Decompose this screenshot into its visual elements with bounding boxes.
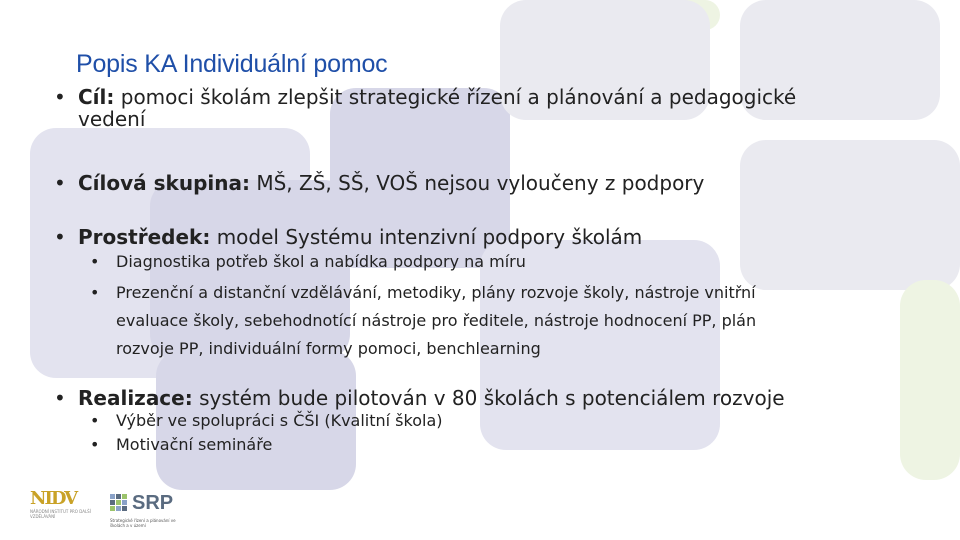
sub-item-text: Prezenční a distanční vzdělávání, metodiky, plány rozvoje školy, nástroje vnitřní — [116, 283, 756, 302]
bullet-marker: • — [54, 386, 66, 410]
sub-item — [36, 409, 916, 433]
item-label: Prostředek: — [78, 225, 211, 249]
sub-bullet-marker: • — [90, 252, 100, 271]
sub-item-text: Motivační semináře — [116, 435, 273, 454]
nidv-logo-mark: NIDV — [30, 488, 77, 509]
nidv-logo — [30, 488, 96, 536]
sub-item-text: Výběr ve spolupráci s ČŠI (Kvalitní škola) — [116, 411, 443, 430]
item-label: Realizace: — [78, 386, 193, 410]
sub-item-text: evaluace školy, sebehodnotící nástroje pro ředitele, nástroje hodnocení PP, plán — [116, 311, 757, 330]
bullet-item-prostredek — [36, 226, 916, 248]
srp-logo-caption: Strategické řízení a plánování ve školách a v území — [110, 518, 176, 528]
sub-item-text: rozvoje PP, individuální formy pomoci, benchlearning — [116, 339, 541, 358]
sub-item — [36, 248, 916, 276]
srp-logo — [110, 492, 210, 536]
item-label: Cíl: — [78, 85, 115, 109]
sub-bullet-marker: • — [90, 283, 100, 302]
sub-bullet-marker: • — [90, 435, 100, 454]
bullet-item-realizace — [36, 387, 916, 409]
item-text: MŠ, ZŠ, SŠ, VOŠ nejsou vyloučeny z podpory — [249, 171, 705, 195]
bullet-marker: • — [54, 171, 66, 195]
item-label: Cílová skupina: — [78, 171, 250, 195]
sub-item-text: Diagnostika potřeb škol a nabídka podpory na míru — [116, 252, 526, 271]
nidv-logo-caption: NÁRODNÍ INSTITUT PRO DALŠÍ VZDĚLÁVÁNÍ — [30, 509, 91, 519]
sub-item — [36, 279, 916, 363]
sub-item — [36, 433, 916, 457]
item-text-continued: vedení — [78, 107, 146, 131]
sub-bullet-marker: • — [90, 411, 100, 430]
srp-grid-icon — [110, 494, 128, 512]
item-text: model Systému intenzivní podpory školám — [210, 225, 643, 249]
slide-title: Popis KA Individuální pomoc — [76, 50, 388, 78]
bullet-marker: • — [54, 85, 66, 109]
bullet-marker: • — [54, 225, 66, 249]
bullet-item-cil — [36, 86, 916, 130]
slide-content — [36, 86, 916, 457]
bullet-item-cilova-skupina — [36, 172, 916, 194]
footer-logos — [30, 488, 210, 538]
item-text: pomoci školám zlepšit strategické řízení a plánování a pedagogické — [114, 85, 797, 109]
srp-logo-mark: SRP — [132, 492, 174, 514]
item-text: systém bude pilotován v 80 školách s potenciálem rozvoje — [192, 386, 785, 410]
